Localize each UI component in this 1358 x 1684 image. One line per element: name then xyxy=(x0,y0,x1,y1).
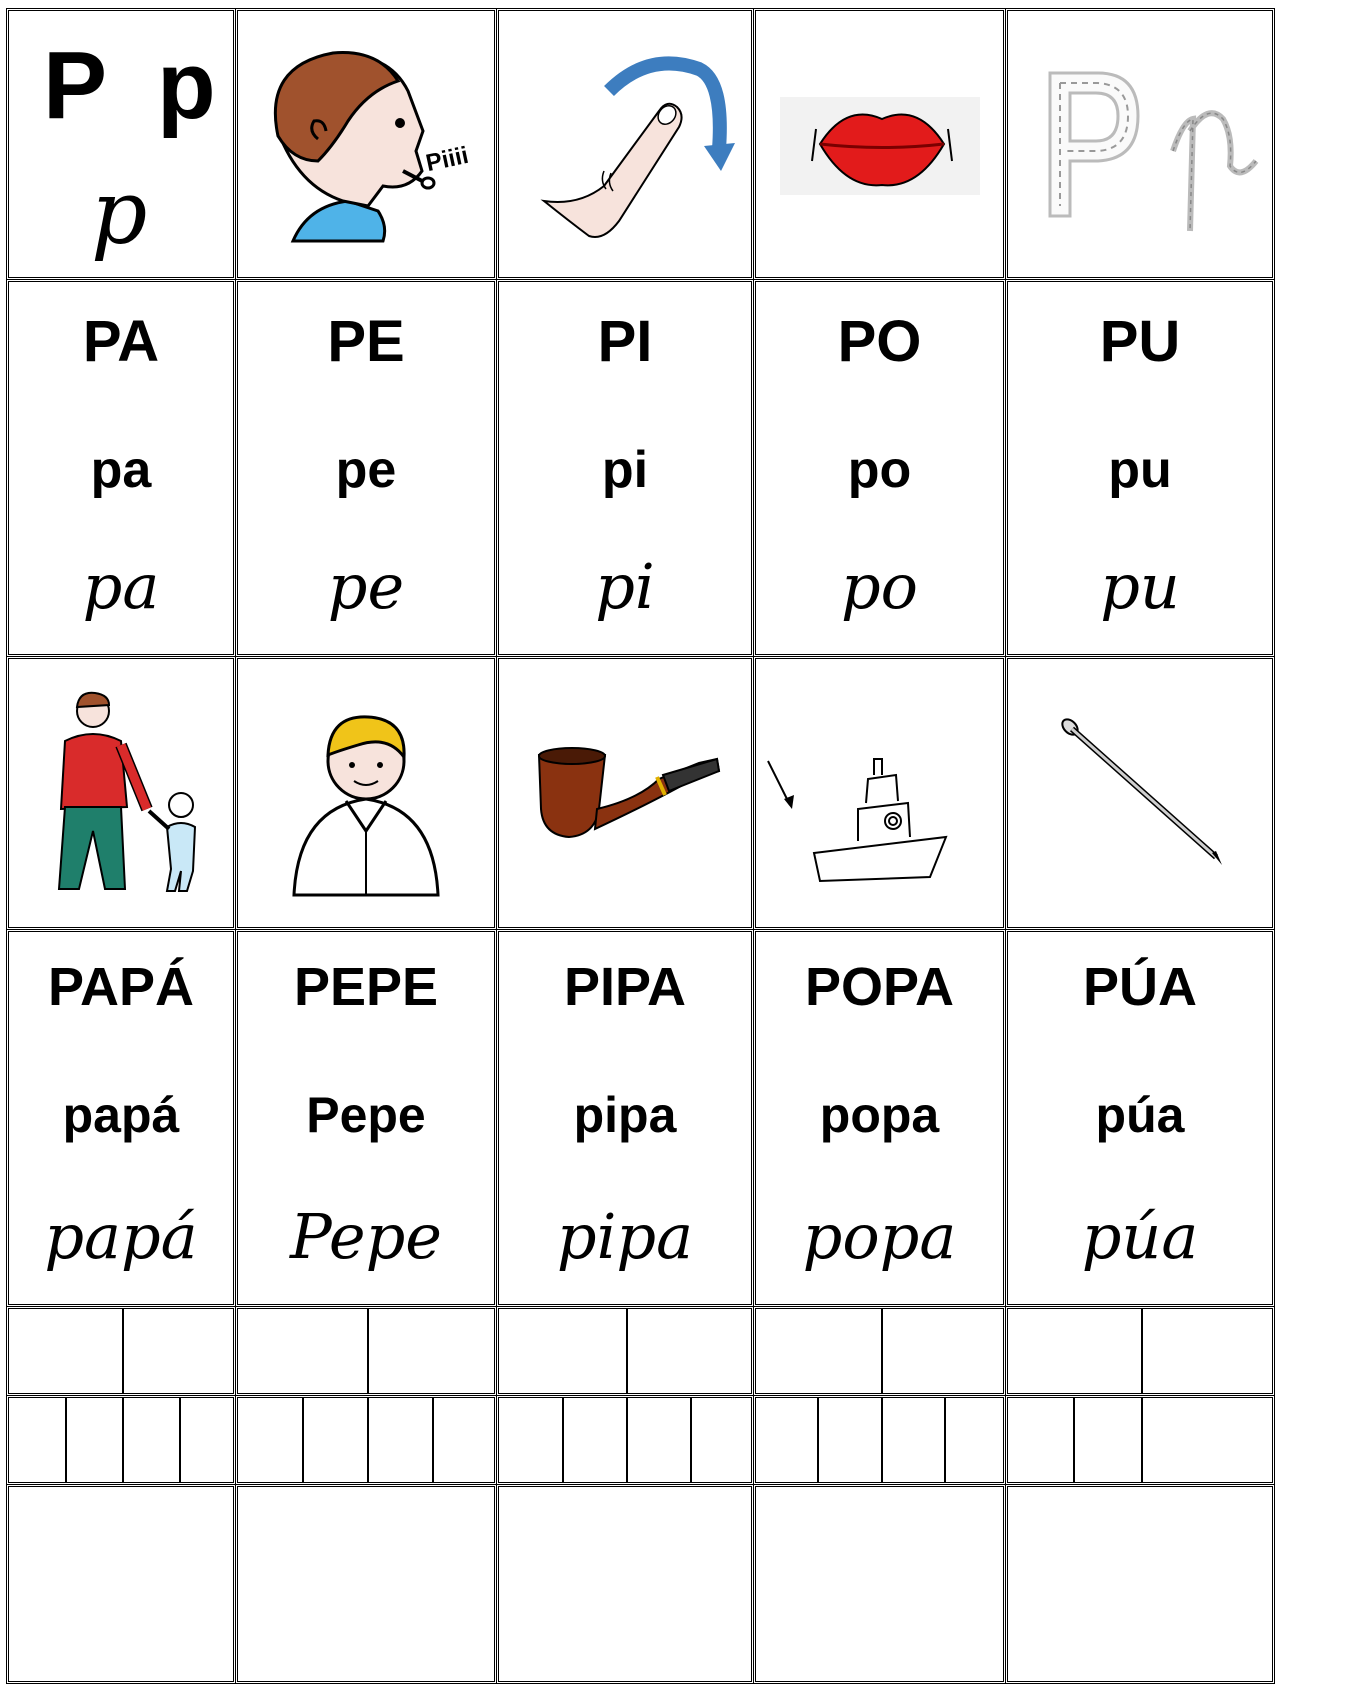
writing-box[interactable] xyxy=(6,1306,236,1396)
word-upper: PAPÁ xyxy=(47,957,195,1017)
boat-stern-icon xyxy=(756,659,1006,930)
writing-box[interactable] xyxy=(496,1395,754,1485)
kiss-lips-icon xyxy=(756,11,1006,280)
syllable-lower: pu xyxy=(1108,441,1172,499)
box-divider xyxy=(122,1309,124,1393)
letter-upper: P xyxy=(43,32,108,139)
letter-cell xyxy=(6,8,236,280)
word-cell-pua xyxy=(1005,929,1275,1307)
word-cell-pepe xyxy=(235,929,497,1307)
writing-box[interactable] xyxy=(753,1484,1006,1684)
box-divider xyxy=(1141,1309,1143,1393)
pronunciation-picture-cell xyxy=(235,8,497,280)
word-lower: papá xyxy=(62,1087,180,1143)
finger-tap-icon xyxy=(499,11,754,280)
box-divider xyxy=(626,1309,628,1393)
writing-box[interactable] xyxy=(1005,1395,1275,1485)
writing-box[interactable] xyxy=(496,1306,754,1396)
syllable-cell-pi xyxy=(496,279,754,657)
writing-box[interactable] xyxy=(753,1306,1006,1396)
box-divider xyxy=(122,1398,124,1482)
syllable-lower: pa xyxy=(90,441,152,499)
writing-box[interactable] xyxy=(1005,1306,1275,1396)
word-cursive: popa xyxy=(802,1200,957,1273)
writing-box[interactable] xyxy=(235,1395,497,1485)
syllable-lower: pi xyxy=(601,441,649,499)
word-lower: Pepe xyxy=(306,1087,426,1143)
syllable-cursive: pe xyxy=(327,550,405,623)
word-upper: PIPA xyxy=(563,957,687,1017)
syllable-cell-pe xyxy=(235,279,497,657)
letter-tracing-icon xyxy=(1008,11,1275,280)
syllable-upper: PA xyxy=(82,309,160,374)
word-cell-popa xyxy=(753,929,1006,1307)
writing-box[interactable] xyxy=(6,1484,236,1684)
writing-box[interactable] xyxy=(753,1395,1006,1485)
word-picture-cell-papa xyxy=(6,656,236,930)
syllable-cursive: po xyxy=(840,550,918,623)
word-lower: pipa xyxy=(573,1087,677,1143)
nail-spike-icon xyxy=(1008,659,1275,930)
word-lower: púa xyxy=(1095,1087,1185,1143)
word-picture-cell-pua xyxy=(1005,656,1275,930)
syllable-cursive: pi xyxy=(595,550,655,623)
father-and-child-icon xyxy=(9,659,236,930)
boy-portrait-icon xyxy=(238,659,497,930)
word-cell-papa xyxy=(6,929,236,1307)
writing-box[interactable] xyxy=(235,1484,497,1684)
box-divider xyxy=(817,1398,819,1482)
word-cursive: pipa xyxy=(556,1200,694,1273)
box-divider xyxy=(367,1398,369,1482)
syllable-upper: PI xyxy=(597,309,653,374)
word-cell-pipa xyxy=(496,929,754,1307)
letter-cursive: p xyxy=(91,161,148,264)
smoking-pipe-icon xyxy=(499,659,754,930)
syllable-upper: PU xyxy=(1099,309,1181,374)
syllable-upper: PE xyxy=(327,309,405,374)
word-upper: POPA xyxy=(804,957,955,1017)
writing-box[interactable] xyxy=(235,1306,497,1396)
writing-box[interactable] xyxy=(496,1484,754,1684)
box-divider xyxy=(1073,1398,1075,1482)
word-upper: PEPE xyxy=(293,957,439,1017)
writing-box[interactable] xyxy=(1005,1484,1275,1684)
box-divider xyxy=(626,1398,628,1482)
box-divider xyxy=(562,1398,564,1482)
word-lower: popa xyxy=(819,1087,940,1143)
syllable-lower: pe xyxy=(335,441,397,499)
box-divider xyxy=(432,1398,434,1482)
box-divider xyxy=(944,1398,946,1482)
box-divider xyxy=(65,1398,67,1482)
word-picture-cell-popa xyxy=(753,656,1006,930)
word-picture-cell-pipa xyxy=(496,656,754,930)
syllable-cell-po xyxy=(753,279,1006,657)
box-divider xyxy=(302,1398,304,1482)
syllable-lower: po xyxy=(847,441,912,499)
syllable-cursive: pa xyxy=(82,550,160,623)
box-divider xyxy=(367,1309,369,1393)
box-divider xyxy=(881,1398,883,1482)
finger-picture-cell xyxy=(496,8,754,280)
tracing-picture-cell xyxy=(1005,8,1275,280)
word-picture-cell-pepe xyxy=(235,656,497,930)
box-divider xyxy=(179,1398,181,1482)
box-divider xyxy=(881,1309,883,1393)
syllable-cell-pa xyxy=(6,279,236,657)
word-cursive: Pepe xyxy=(289,1200,442,1273)
word-cursive: púa xyxy=(1081,1200,1199,1273)
lips-picture-cell xyxy=(753,8,1006,280)
syllable-cursive: pu xyxy=(1100,550,1180,623)
sound-label: Piiii xyxy=(423,141,471,178)
writing-box[interactable] xyxy=(6,1395,236,1485)
letter-lower: p xyxy=(157,32,216,139)
syllable-upper: PO xyxy=(837,309,922,374)
word-upper: PÚA xyxy=(1082,957,1197,1017)
word-cursive: papá xyxy=(44,1200,198,1273)
box-divider xyxy=(1141,1398,1143,1482)
box-divider xyxy=(690,1398,692,1482)
syllable-cell-pu xyxy=(1005,279,1275,657)
